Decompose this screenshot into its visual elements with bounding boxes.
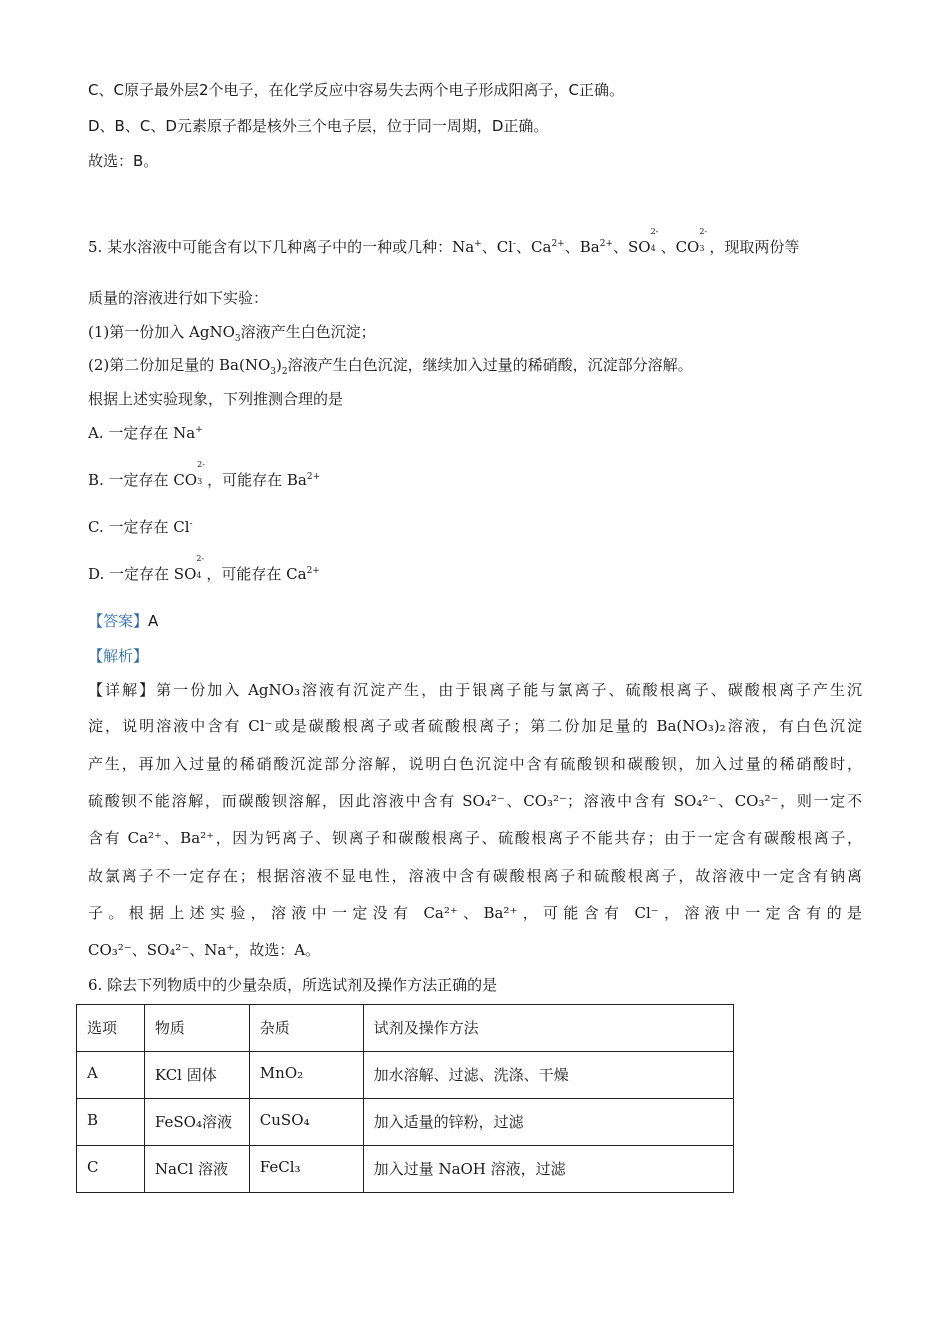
- answer-tag: 【答案】: [88, 612, 149, 630]
- q5-question: 根据上述实验现象，下列推测合理的是: [88, 390, 344, 408]
- q5-detail-line-6: 故氯离子不一定存在；根据溶液不显电性，溶液中含有碳酸根离子和硫酸根离子，故溶液中一定含有钠离: [88, 867, 862, 885]
- q5-detail-line-5: 含有 Ca²⁺、Ba²⁺，因为钙离子、钡离子和碳酸根离子、硫酸根离子不能共存；由于一定含有碳酸根离子，: [88, 829, 862, 847]
- q5-detail-line-1: 【详解】第一份加入 AgNO₃溶液有沉淀产生，由于银离子能与氯离子、硫酸根离子、碳酸根离子产生沉: [88, 681, 862, 699]
- table-cell: NaCl 溶液: [144, 1146, 249, 1193]
- prev-answer-line-d: D、B、C、D元素原子都是核外三个电子层，位于同一周期，D正确。: [88, 117, 549, 135]
- q5-analysis-tag: 【解析】: [88, 647, 149, 665]
- table-cell: 加水溶解、过滤、洗涤、干燥: [363, 1052, 733, 1099]
- table-cell: MnO₂: [249, 1052, 363, 1099]
- table-cell: KCl 固体: [144, 1052, 249, 1099]
- prev-answer-choice: 故选：B。: [88, 152, 159, 170]
- table-row: [77, 1052, 734, 1099]
- q6-stem: 6. 除去下列物质中的少量杂质，所选试剂及操作方法正确的是: [88, 976, 498, 994]
- table-cell: FeCl₃: [249, 1146, 363, 1193]
- prev-answer-line-c: C、C原子最外层2个电子，在化学反应中容易失去两个电子形成阳离子，C正确。: [88, 81, 624, 99]
- table-cell: 加入过量 NaOH 溶液，过滤: [363, 1146, 733, 1193]
- q5-option-c: C. 一定存在 Cl-: [88, 518, 193, 536]
- table-cell: B: [77, 1099, 145, 1146]
- table-cell: 加入适量的锌粉，过滤: [363, 1099, 733, 1146]
- header-cell: 试剂及操作方法: [363, 1005, 733, 1052]
- q5-detail-line-4: 硫酸钡不能溶解，而碳酸钡溶解，因此溶液中含有 SO₄²⁻、CO₃²⁻；溶液中含有 SO₄²⁻、CO₃²⁻，则一定不: [88, 792, 862, 810]
- table-row: [77, 1146, 734, 1193]
- table-row: [77, 1099, 734, 1146]
- q5-detail-line-8: CO₃²⁻、SO₄²⁻、Na⁺，故选：A。: [88, 941, 321, 959]
- q5-option-d: D. 一定存在 SO 2- 4 ，可能存在 $Ca^{2+}$: [88, 554, 320, 583]
- q5-stem-cont: 质量的溶液进行如下实验：: [88, 289, 269, 307]
- answer-value: A: [148, 612, 159, 630]
- q5-option-b: B. 一定存在 CO 2- 3 ，可能存在 $Ba^{2+}$: [88, 460, 321, 489]
- table-cell: FeSO₄溶液: [144, 1099, 249, 1146]
- header-cell: 杂质: [249, 1005, 363, 1052]
- q5-answer: [88, 611, 158, 631]
- q5-detail-line-7: 子。根据上述实验，溶液中一定没有 Ca²⁺、Ba²⁺，可能含有 Cl⁻，溶液中一定含有的是: [88, 904, 862, 922]
- q5-option-a: A. 一定存在 Na+: [88, 424, 203, 442]
- table-header-row: [77, 1005, 734, 1052]
- table-cell: CuSO₄: [249, 1099, 363, 1146]
- q5-detail-line-2: 淀，说明溶液中含有 Cl⁻或是碳酸根离子或者硫酸根离子；第二份加足量的 Ba(NO₃)₂溶液，有白色沉淀: [88, 717, 862, 735]
- header-cell: 选项: [77, 1005, 145, 1052]
- q5-exp1: (1)第一份加入 AgNO$_3$溶液产生白色沉淀；: [88, 323, 376, 344]
- q6-table: [76, 1004, 734, 1193]
- table-cell: C: [77, 1146, 145, 1193]
- q5-exp2: (2)第二份加足量的 $Ba(NO_3)_2$溶液产生白色沉淀，继续加入过量的稀硝酸，沉淀部分溶解。: [88, 356, 693, 377]
- q5-detail-line-3: 产生，再加入过量的稀硝酸沉淀部分溶解，说明白色沉淀中含有硫酸钡和碳酸钡，加入过量的稀硝酸时，: [88, 755, 862, 773]
- q5-stem: 5. 某水溶液中可能含有以下几种离子中的一种或几种：Na+、Cl-、$Ca^{2+}$、$Ba^{2+}$、SO 2- 4 、CO 2- 3 ，现取两份等: [88, 227, 800, 256]
- table-cell: A: [77, 1052, 145, 1099]
- header-cell: 物质: [144, 1005, 249, 1052]
